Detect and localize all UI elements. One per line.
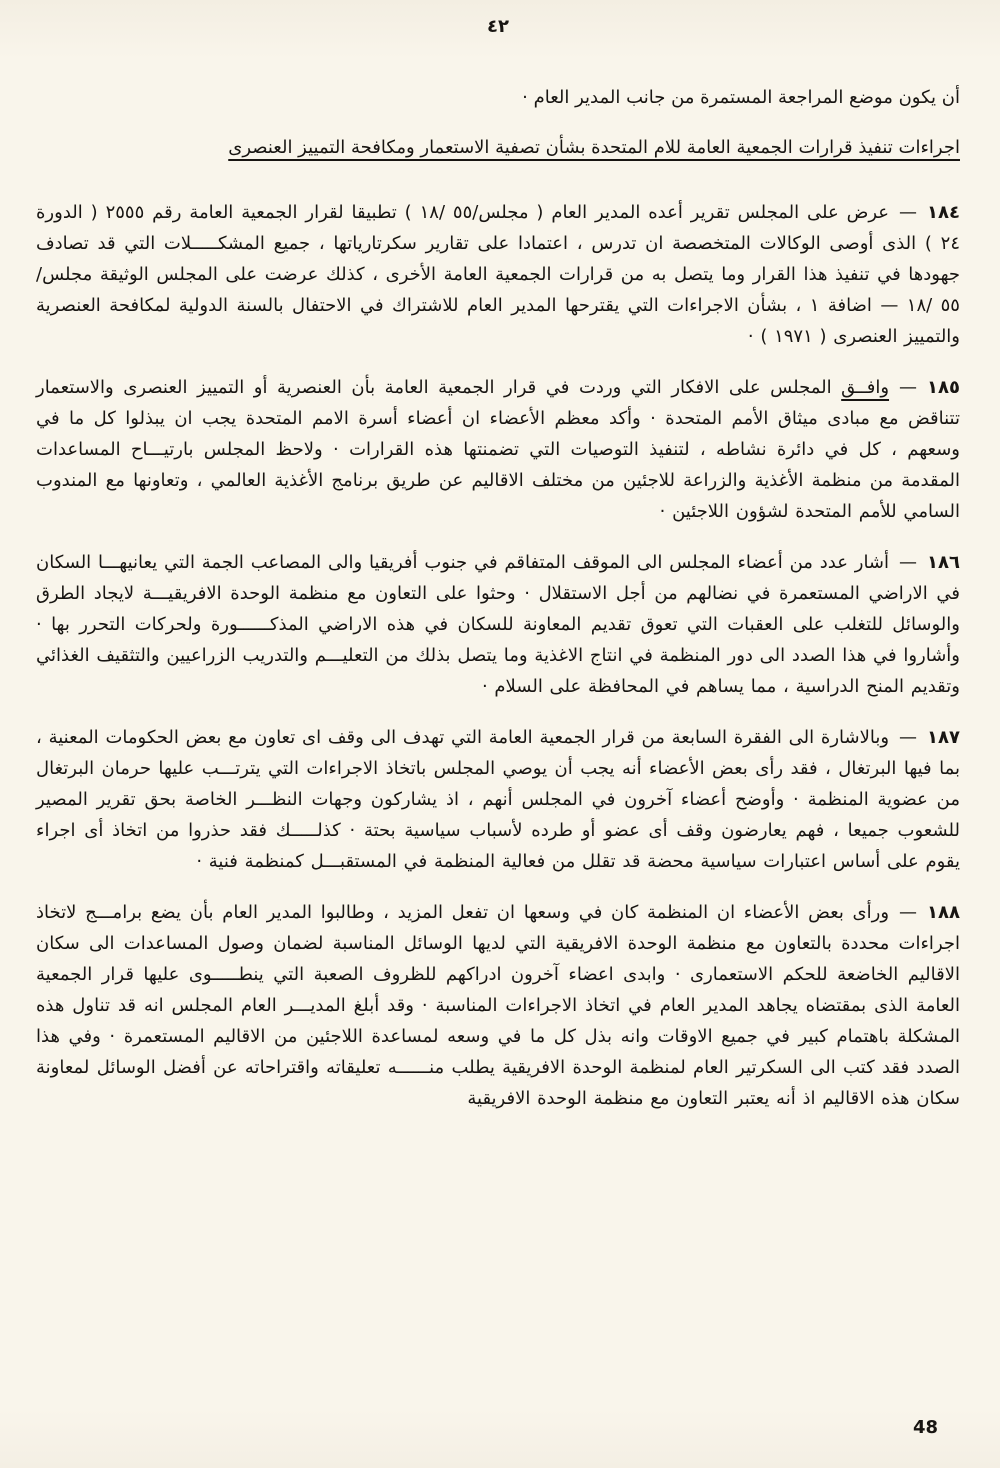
paragraph-186 bbox=[36, 547, 960, 702]
paragraph-text: أشار عدد من أعضاء المجلس الى الموقف المتفاقم في جنوب أفريقيا والى المصاعب الجمة التي يعانيهـــا السكان في الاراضي المستعمرة في نضالهم من أجل الاستقلال · وحثوا على التعاون مع منظمة الوحدة الافريقيـــة لايجاد الطرق والوسائل للتغلب على العقبات التي تعوق تقديم المعاونة للسكان في هذه الاراضي المذكــــــورة ولحركات التحرر بها · وأشاروا في هذا الصدد الى دور المنظمة في انتاج الاغذية وما يتصل بذلك من التعليـــم والتدريب الزراعيين والتثقيف الغذائي وتقديم المنح الدراسية ، مما يساهم في المحافظة على السلام · bbox=[36, 552, 960, 697]
continuation-line: أن يكون موضع المراجعة المستمرة من جانب المدير العام · bbox=[522, 87, 960, 108]
paragraph-188 bbox=[36, 897, 960, 1114]
paragraph-number: ١٨٧ bbox=[927, 727, 960, 748]
paragraph-185 bbox=[36, 372, 960, 527]
page-number-top: ٤٢ bbox=[487, 16, 509, 37]
paragraph-number: ١٨٤ bbox=[927, 202, 960, 223]
paragraph-text: المجلس على الافكار التي وردت في قرار الجمعية العامة بأن العنصرية أو التمييز العنصرى والاستعمار تتناقض مع مبادى ميثاق الأمم المتحدة · وأكد معظم الأعضاء ان أعضاء أسرة الامم المتحدة يجب ان يبذلوا كل ما في وسعهم ، كل في دائرة نشاطه ، لتنفيذ التوصيات التي تضمنتها هذه القرارات · ولاحظ المجلس بارتيـــاح المساعدات المقدمة من منظمة الأغذية والزراعة للاجئين من مختلف الاقاليم عن طريق برنامج الأغذية العالمي ، وتعاونها مع المندوب السامي للأمم المتحدة لشؤون اللاجئين · bbox=[36, 377, 960, 522]
paragraph-dash: — bbox=[899, 902, 918, 923]
paragraph-number: ١٨٨ bbox=[927, 902, 960, 923]
paragraph-text: ورأى بعض الأعضاء ان المنظمة كان في وسعها ان تفعل المزيد ، وطالبوا المدير العام بأن يضع برامـــج لاتخاذ اجراءات محددة بالتعاون مع منظمة الوحدة الافريقية التي لديها الوسائل المناسبة لضمان وصول المساعدات الى سكان الاقاليم الخاضعة للحكم الاستعمارى · وابدى اعضاء آخرون ادراكهم للظروف الصعبة التي ينطـــــوى عليها قرار الجمعية العامة الذى بمقتضاه يجاهد المدير العام في اتخاذ الاجراءات المناسبة · وقد أبلغ المديـــر العام المجلس انه قد تناول هذه المشكلة باهتمام كبير في جميع الاوقات وانه بذل كل ما في وسعه لمساعدة اللاجئين من الاقاليم المستعمرة · وفي هذا الصدد فقد كتب الى السكرتير العام لمنظمة الوحدة الافريقية يطلب منــــــه تعليقاته واقتراحاته عن أفضل الوسائل لمعاونة سكان هذه الاقاليم اذ أنه يعتبر التعاون مع منظمة الوحدة الافريقية bbox=[36, 902, 960, 1109]
paragraph-text: وبالاشارة الى الفقرة السابعة من قرار الجمعية العامة التي تهدف الى وقف اى تعاون مع بعض الحكومات المعنية ، بما فيها البرتغال ، فقد رأى بعض الأعضاء أنه يجب أن يوصي المجلس باتخاذ الاجراءات التي يترتـــب عليها حرمان البرتغال من عضوية المنظمة · وأوضح أعضاء آخرون في المجلس أنهم ، اذ يشاركون وجهات النظـــر الخاصة بحق تقرير المصير للشعوب جميعا ، فهم يعارضون وقف أى عضو أو طرده لأسباب سياسية بحتة · كذلـــــك فقد حذروا من اتخاذ أى اجراء يقوم على أساس اعتبارات سياسية محضة قد تقلل من فعالية المنظمة في المستقبـــل كمنظمة فنية · bbox=[36, 727, 960, 872]
underlined-word: وافــق bbox=[841, 377, 890, 398]
paragraph-187 bbox=[36, 722, 960, 877]
paragraph-text: عرض على المجلس تقرير أعده المدير العام ( مجلس/٥٥ /١٨ ) تطبيقا لقرار الجمعية العامة رقم ٢٥٥٥ ( الدورة ٢٤ ) الذى أوصى الوكالات المتخصصة ان تدرس ، اعتمادا على تقارير سكرتارياتها ، جميع المشكـــــلات التي قد تصادف جهودها في تنفيذ هذا القرار وما يتصل به من قرارات الجمعية العامة الأخرى ، كذلك عرضت على المجلس الوثيقة مجلس/٥٥ /١٨ — اضافة ١ ، بشأن الاجراءات التي يقترحها المدير العام للاشتراك في الاحتفال بالسنة الدولية لمكافحة العنصرية والتمييز العنصرى ( ١٩٧١ ) · bbox=[36, 202, 960, 347]
paragraph-dash: — bbox=[899, 727, 918, 748]
paragraph-184 bbox=[36, 197, 960, 352]
section-heading bbox=[36, 133, 960, 163]
paragraph-dash: — bbox=[899, 377, 918, 398]
paragraph-number: ١٨٥ bbox=[927, 377, 960, 398]
page-number-bottom: 48 bbox=[912, 1417, 938, 1438]
paragraph-dash: — bbox=[899, 202, 918, 223]
section-heading-text: اجراءات تنفيذ قرارات الجمعية العامة للام المتحدة بشأن تصفية الاستعمار ومكافحة التمييز العنصرى bbox=[228, 137, 960, 158]
paragraph-number: ١٨٦ bbox=[927, 552, 960, 573]
paragraph-dash: — bbox=[899, 552, 918, 573]
